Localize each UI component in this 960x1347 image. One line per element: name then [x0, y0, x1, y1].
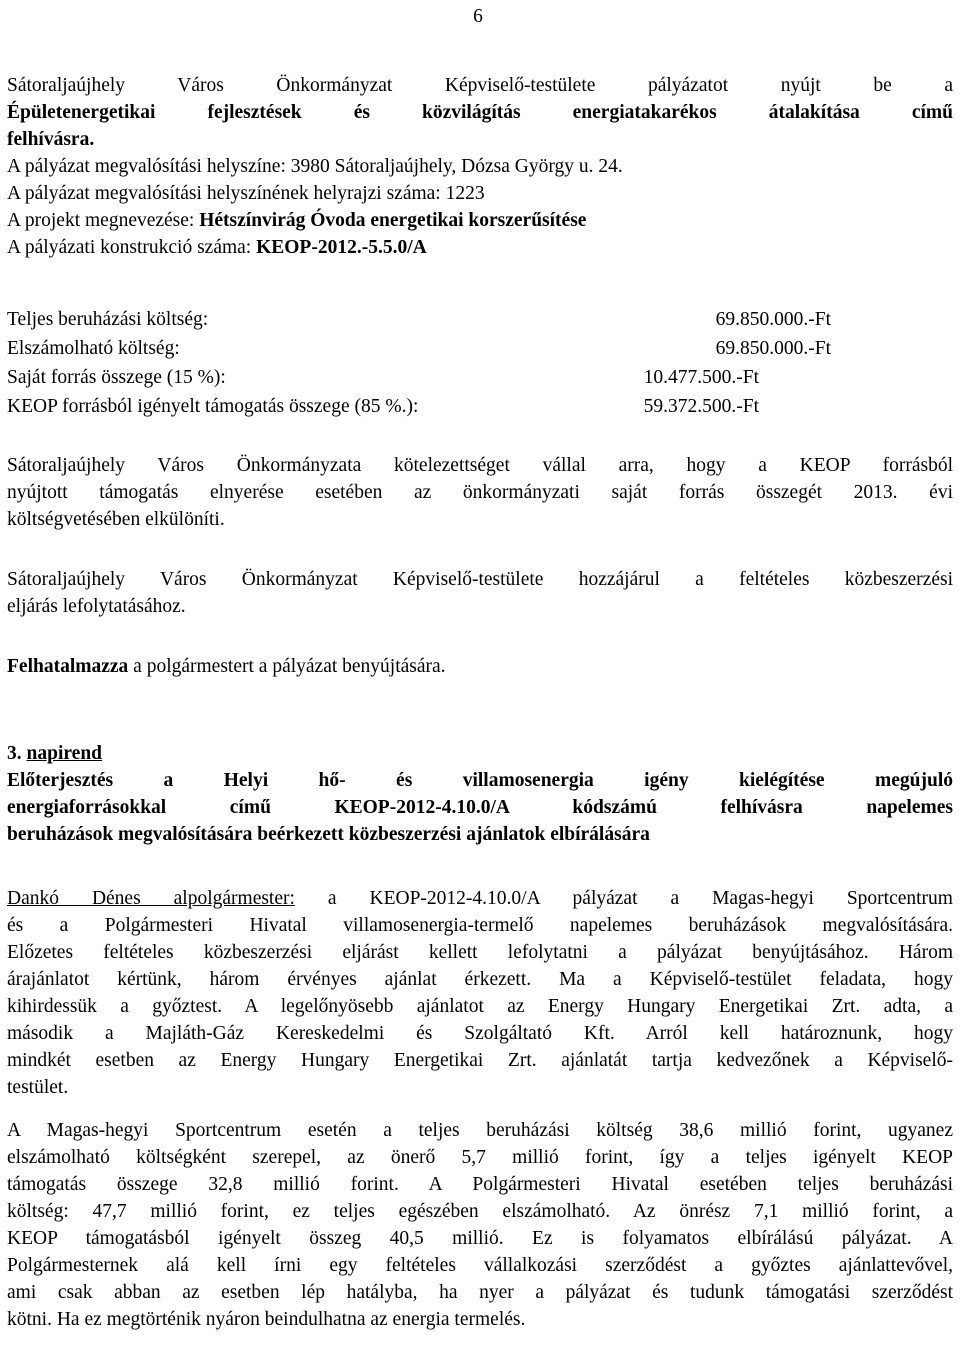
final-line: ami csak abban az esetben lép hatályba, ha nyer a pályázat és tudunk támogatási szerződést	[7, 1282, 953, 1303]
cost-label: Saját forrás összege (15 %):	[7, 367, 226, 388]
cost-value: 59.372.500.-Ft	[643, 396, 759, 417]
final-line: támogatás összege 32,8 millió forint. A Polgármesteri Hivatal esetében teljes beruházási	[7, 1174, 953, 1195]
intro-line-3: felhívásra.	[7, 129, 95, 150]
cost-value: 10.477.500.-Ft	[643, 367, 759, 388]
cost-value: 69.850.000.-Ft	[715, 338, 831, 359]
speaker-name: Dankó Dénes alpolgármester:	[7, 888, 295, 909]
project-name-line: A projekt megnevezése: Hétszínvirág Óvoda energetikai korszerűsítése	[7, 210, 587, 231]
cost-label: Elszámolható költség:	[7, 338, 180, 359]
final-line: A Magas-hegyi Sportcentrum esetén a teljes beruházási költség 38,6 millió forint, ugyanez	[7, 1120, 953, 1141]
construct-code: KEOP-2012.-5.5.0/A	[256, 237, 427, 258]
cost-row	[7, 335, 953, 364]
authorization-keyword: Felhatalmazza	[7, 656, 129, 677]
speech-line: testület.	[7, 1077, 69, 1098]
final-line: Polgármesternek alá kell írni egy feltételes vállalkozási szerződést a győztes ajánlattevővel,	[7, 1255, 953, 1276]
final-line: költség: 47,7 millió forint, ez teljes egészében elszámolható. Az önrész 7,1 millió forint, a	[7, 1201, 953, 1222]
site-line: A pályázat megvalósítási helyszíne: 3980 Sátoraljaújhely, Dózsa György u. 24.	[7, 156, 623, 177]
speech-line: kihirdessük a győztest. A legelőnyösebb ajánlatot az Energy Hungary Energetikai Zrt. adta, a	[7, 996, 953, 1017]
cost-row	[7, 364, 953, 393]
page-number: 6	[473, 6, 483, 27]
agenda-title-line: Előterjesztés a Helyi hő- és villamosenergia igény kielégítése megújuló	[7, 770, 953, 791]
speech-line: és a Polgármesteri Hivatal villamosenergia-termelő napelemes beruházások megvalósítására.	[7, 915, 953, 936]
procurement-line: Sátoraljaújhely Város Önkormányzat Képviselő-testülete hozzájárul a feltételes közbeszerzési	[7, 569, 953, 590]
procurement-paragraph	[7, 566, 953, 620]
final-line: KEOP támogatásból igényelt összeg 40,5 millió. Ez is folyamatos elbírálású pályázat. A	[7, 1228, 953, 1249]
commitment-line: Sátoraljaújhely Város Önkormányzata kötelezettséget vállal arra, hogy a KEOP forrásból	[7, 455, 953, 476]
agenda-title-line: beruházások megvalósítására beérkezett közbeszerzési ajánlatok elbírálására	[7, 824, 650, 845]
final-line: elszámolható költségként szerepel, az önerő 5,7 millió forint, így a teljes igényelt KEOP	[7, 1147, 953, 1168]
commitment-paragraph	[7, 452, 953, 533]
plot-number-line: A pályázat megvalósítási helyszínének helyrajzi száma: 1223	[7, 183, 485, 204]
cost-table	[7, 306, 953, 422]
speech-paragraph	[7, 885, 953, 1101]
intro-section	[7, 72, 953, 261]
commitment-line: költségvetésében elkülöníti.	[7, 509, 225, 530]
speech-line: Előzetes feltételes közbeszerzési eljárást kellett lefolytatni a pályázat benyújtásához. Három	[7, 942, 953, 963]
cost-row	[7, 393, 953, 422]
speech-line: mindkét esetben az Energy Hungary Energetikai Zrt. ajánlatát tartja kedvezőnek a Képviselő-	[7, 1050, 953, 1071]
project-name: Hétszínvirág Óvoda energetikai korszerűsítése	[199, 210, 587, 231]
agenda-item	[7, 740, 953, 848]
cost-row	[7, 306, 953, 335]
procurement-line: eljárás lefolytatásához.	[7, 596, 186, 617]
final-line: kötni. Ha ez megtörténik nyáron beindulhatna az energia termelés.	[7, 1309, 526, 1330]
intro-line-1: Sátoraljaújhely Város Önkormányzat Képviselő-testülete pályázatot nyújt be a	[7, 75, 953, 96]
speech-line: második a Majláth-Gáz Kereskedelmi és Szolgáltató Kft. Arról kell határoznunk, hogy	[7, 1023, 953, 1044]
final-paragraph	[7, 1117, 953, 1333]
cost-label: Teljes beruházási költség:	[7, 309, 209, 330]
authorization-line: Felhatalmazza a polgármestert a pályázat benyújtására.	[7, 656, 446, 677]
speech-line: Dankó Dénes alpolgármester: a KEOP-2012-4.10.0/A pályázat a Magas-hegyi Sportcentrum	[7, 888, 953, 909]
speech-line: árajánlatot kértünk, három érvényes ajánlat érkezett. Ma a Képviselő-testület feladata, hogy	[7, 969, 953, 990]
cost-value: 69.850.000.-Ft	[715, 309, 831, 330]
intro-line-2: Épületenergetikai fejlesztések és közvilágítás energiatakarékos átalakítása című	[7, 102, 953, 123]
commitment-line: nyújtott támogatás elnyerése esetében az önkormányzati saját forrás összegét 2013. évi	[7, 482, 953, 503]
agenda-label: napirend	[26, 743, 103, 764]
authorization-paragraph	[7, 653, 953, 680]
cost-label: KEOP forrásból igényelt támogatás összege (85 %.):	[7, 396, 419, 417]
agenda-title-line: energiaforrásokkal című KEOP-2012-4.10.0/A kódszámú felhívásra napelemes	[7, 797, 953, 818]
agenda-heading: 3. napirend	[7, 743, 103, 764]
construct-line: A pályázati konstrukció száma: KEOP-2012.-5.5.0/A	[7, 237, 427, 258]
